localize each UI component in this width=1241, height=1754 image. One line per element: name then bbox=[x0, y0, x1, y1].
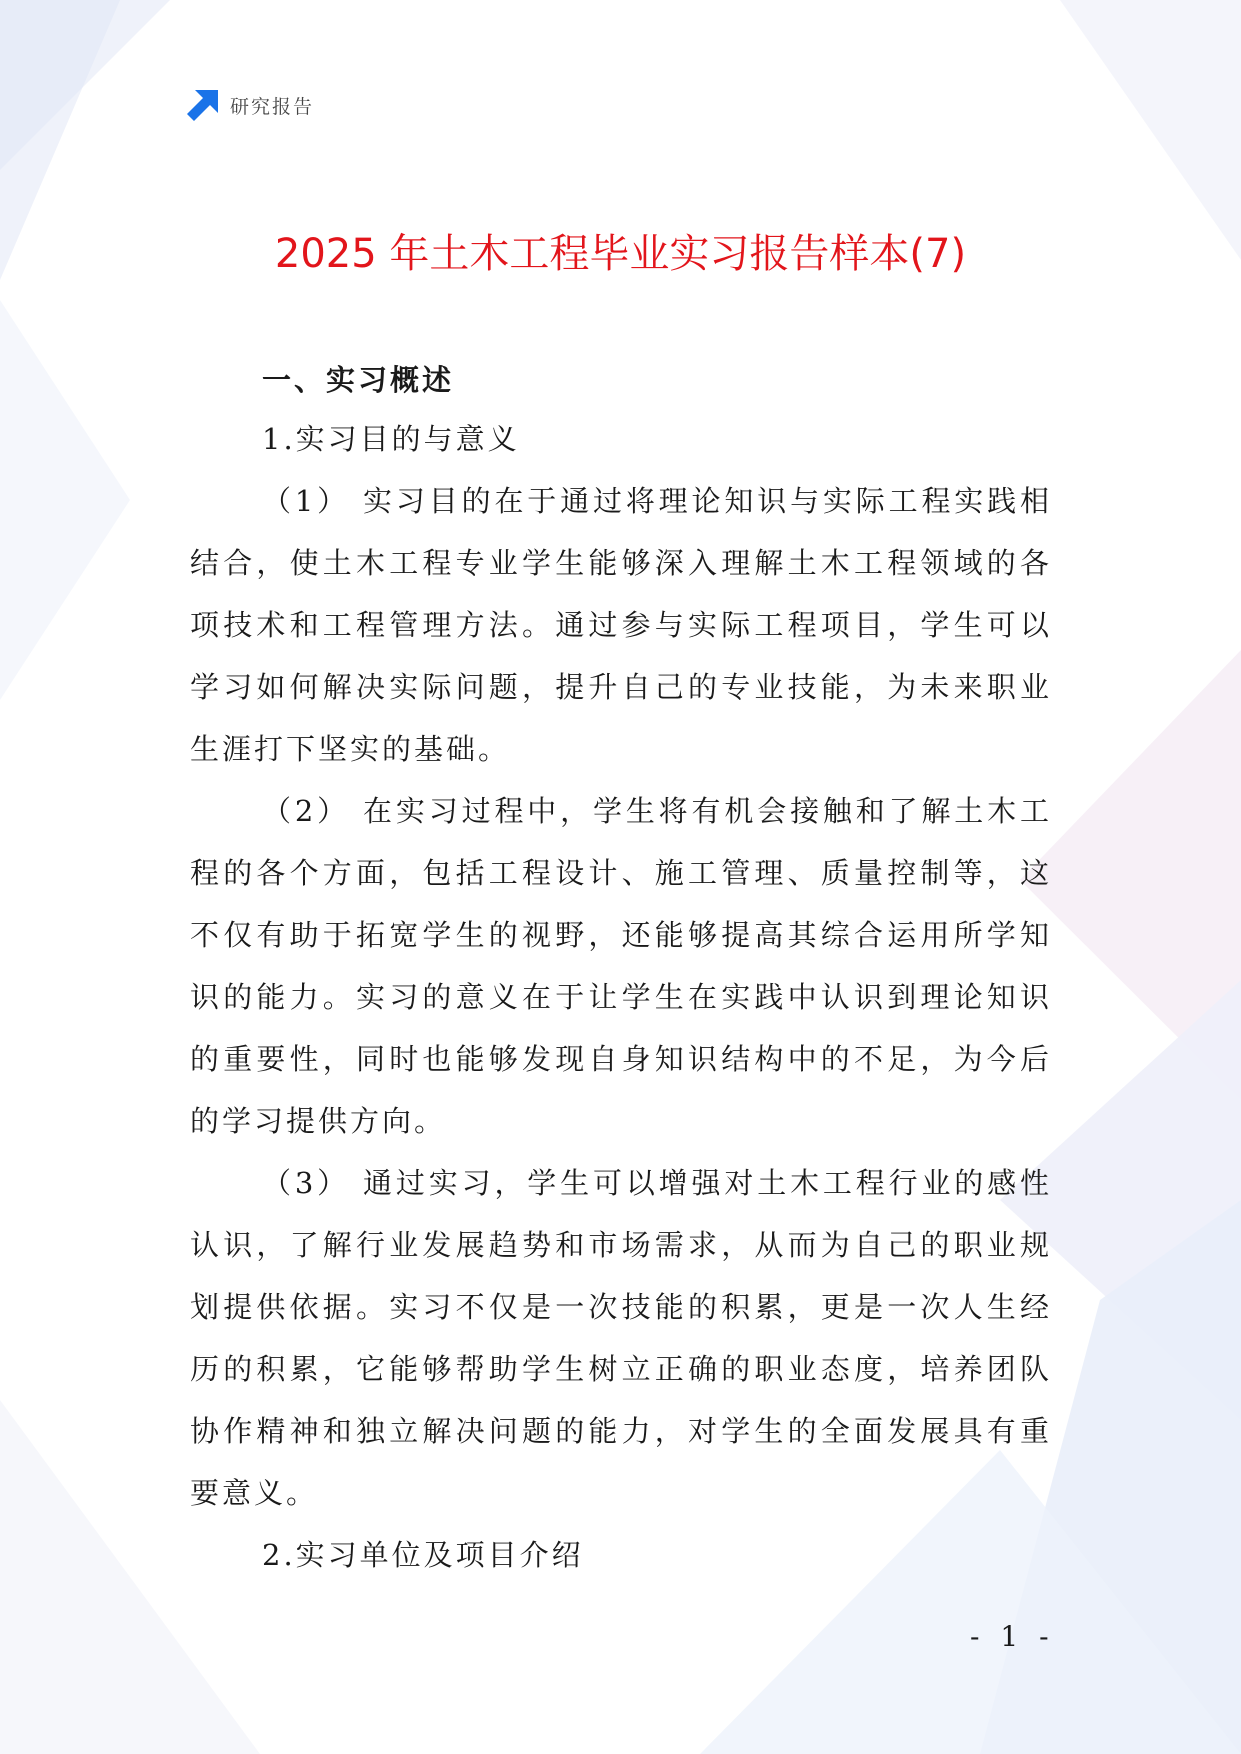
header-label: 研究报告 bbox=[230, 95, 315, 118]
arrow-up-right-icon bbox=[186, 88, 220, 122]
paragraph: （2） 在实习过程中，学生将有机会接触和了解土木工程的各个方面，包括工程设计、施工管理、质量控制等，这不仅有助于拓宽学生的视野，还能够提高其综合运用所学知识的能力。实习的意义在于让学生在实践中认识到理论知识的重要性，同时也能够发现自身知识结构中的不足，为今后的学习提供方向。 bbox=[190, 794, 1052, 1138]
subsection-heading: 2.实习单位及项目介绍 bbox=[262, 1538, 584, 1572]
paragraph: （3） 通过实习，学生可以增强对土木工程行业的感性认识，了解行业发展趋势和市场需求，从而为自己的职业规划提供依据。实习不仅是一次技能的积累，更是一次人生经历的积累，它能够帮助学生树立正确的职业态度，培养团队协作精神和独立解决问题的能力，对学生的全面发展具有重要意义。 bbox=[190, 1166, 1052, 1510]
paragraph: （1） 实习目的在于通过将理论知识与实际工程实践相结合，使土木工程专业学生能够深入理解土木工程领域的各项技术和工程管理方法。通过参与实际工程项目，学生可以学习如何解决实际问题，提升自己的专业技能，为未来职业生涯打下坚实的基础。 bbox=[190, 484, 1052, 766]
subsection-heading: 1.实习目的与意义 bbox=[262, 422, 520, 456]
document-header bbox=[186, 88, 314, 122]
document-title: 2025 年土木工程毕业实习报告样本(7) bbox=[274, 231, 967, 277]
page-number: - 1 - bbox=[970, 1620, 1055, 1653]
section-heading: 一、实习概述 bbox=[262, 363, 455, 397]
document-body bbox=[190, 352, 1052, 1586]
